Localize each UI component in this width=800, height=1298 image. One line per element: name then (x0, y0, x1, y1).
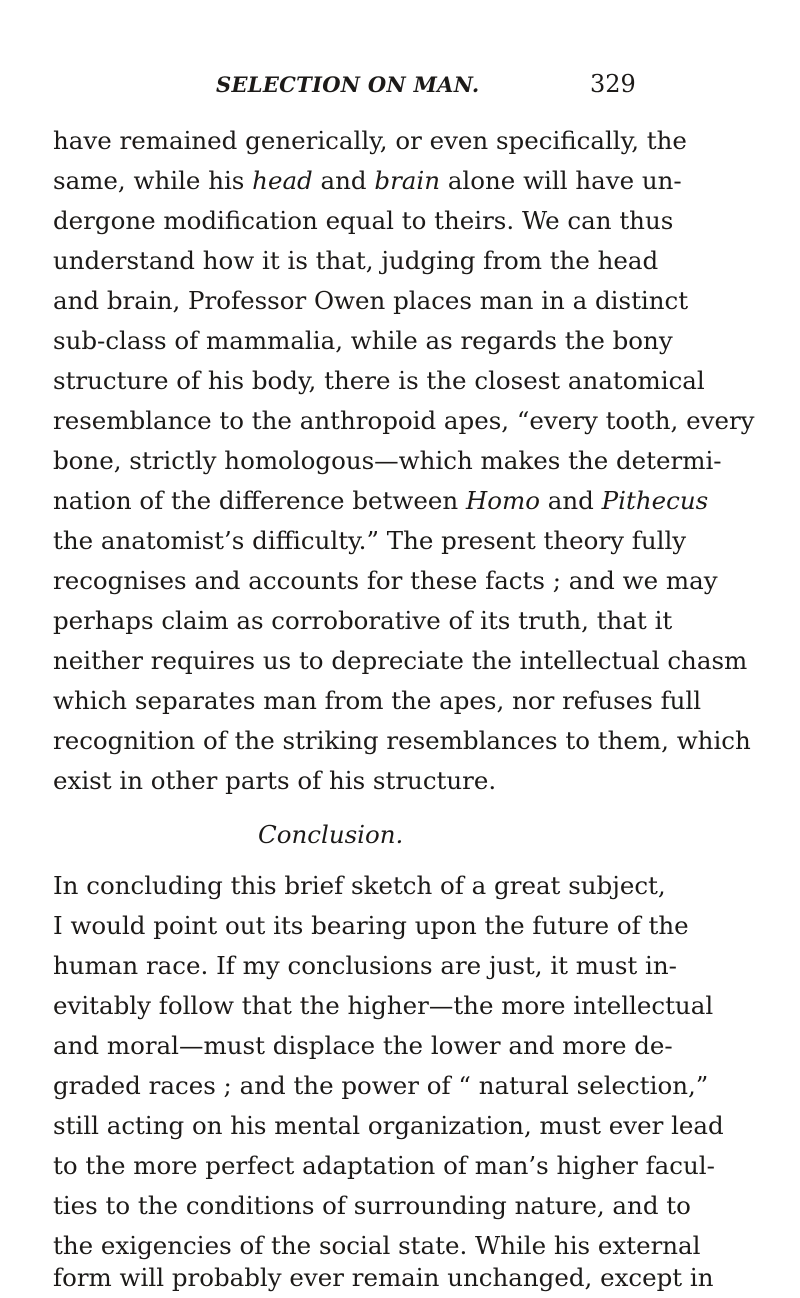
text-line: sub-class of mammalia, while as regards the bony (53, 326, 673, 355)
text-line: to the more perfect adaptation of man’s higher facul- (53, 1151, 715, 1180)
emphasis-word: Pithecus (601, 486, 709, 515)
text-line: recognition of the striking resemblances to them, which (53, 726, 751, 755)
text-line (53, 161, 682, 201)
text-line: resemblance to the anthropoid apes, “every tooth, every (53, 406, 755, 435)
text-line: human race. If my conclusions are just, it must in- (53, 951, 677, 980)
page-number: 329 (590, 70, 636, 98)
text-run: have remained generically, or even specifically, the (53, 126, 687, 155)
text-line: neither requires us to depreciate the intellectual chasm (53, 646, 748, 675)
text-line: In concluding this brief sketch of a great subject, (53, 871, 666, 900)
text-line: ties to the conditions of surrounding nature, and to (53, 1191, 691, 1220)
emphasis-word: brain (374, 166, 441, 195)
text-line: perhaps claim as corroborative of its truth, that it (53, 606, 673, 635)
text-line: and brain, Professor Owen places man in a distinct (53, 286, 689, 315)
emphasis-word: head (252, 166, 313, 195)
emphasis-word: Homo (465, 486, 540, 515)
text-line: I would point out its bearing upon the future of the (53, 911, 689, 940)
text-line (53, 121, 687, 161)
text-line: and moral—must displace the lower and more de- (53, 1031, 673, 1060)
text-run: nation of the difference between (53, 486, 466, 515)
text-run: alone will have un- (440, 166, 682, 195)
running-head (0, 72, 800, 104)
text-line: understand how it is that, judging from the head (53, 246, 659, 275)
text-run: same, while his (53, 166, 253, 195)
text-line: dergone modification equal to theirs. We can thus (53, 206, 674, 235)
text-line: structure of his body, there is the closest anatomical (53, 366, 705, 395)
text-line: evitably follow that the higher—the more intellectual (53, 991, 714, 1020)
text-line: exist in other parts of his structure. (53, 766, 497, 795)
text-line: the exigencies of the social state. While his external (53, 1231, 701, 1260)
text-line: form will probably ever remain unchanged, except in (53, 1263, 714, 1292)
text-line: bone, strictly homologous—which makes the determi- (53, 446, 722, 475)
text-line: still acting on his mental organization, must ever lead (53, 1111, 724, 1140)
text-line: the anatomist’s difficulty.” The present theory fully (53, 526, 687, 555)
section-heading: Conclusion. (258, 820, 404, 849)
text-line: which separates man from the apes, nor refuses full (53, 686, 702, 715)
text-run: and (540, 486, 602, 515)
text-line (53, 481, 709, 521)
text-line: recognises and accounts for these facts ; and we may (53, 566, 718, 595)
text-line: graded races ; and the power of “ natural selection,” (53, 1071, 709, 1100)
text-run: and (312, 166, 375, 195)
running-title: SELECTION ON MAN. (216, 72, 480, 97)
